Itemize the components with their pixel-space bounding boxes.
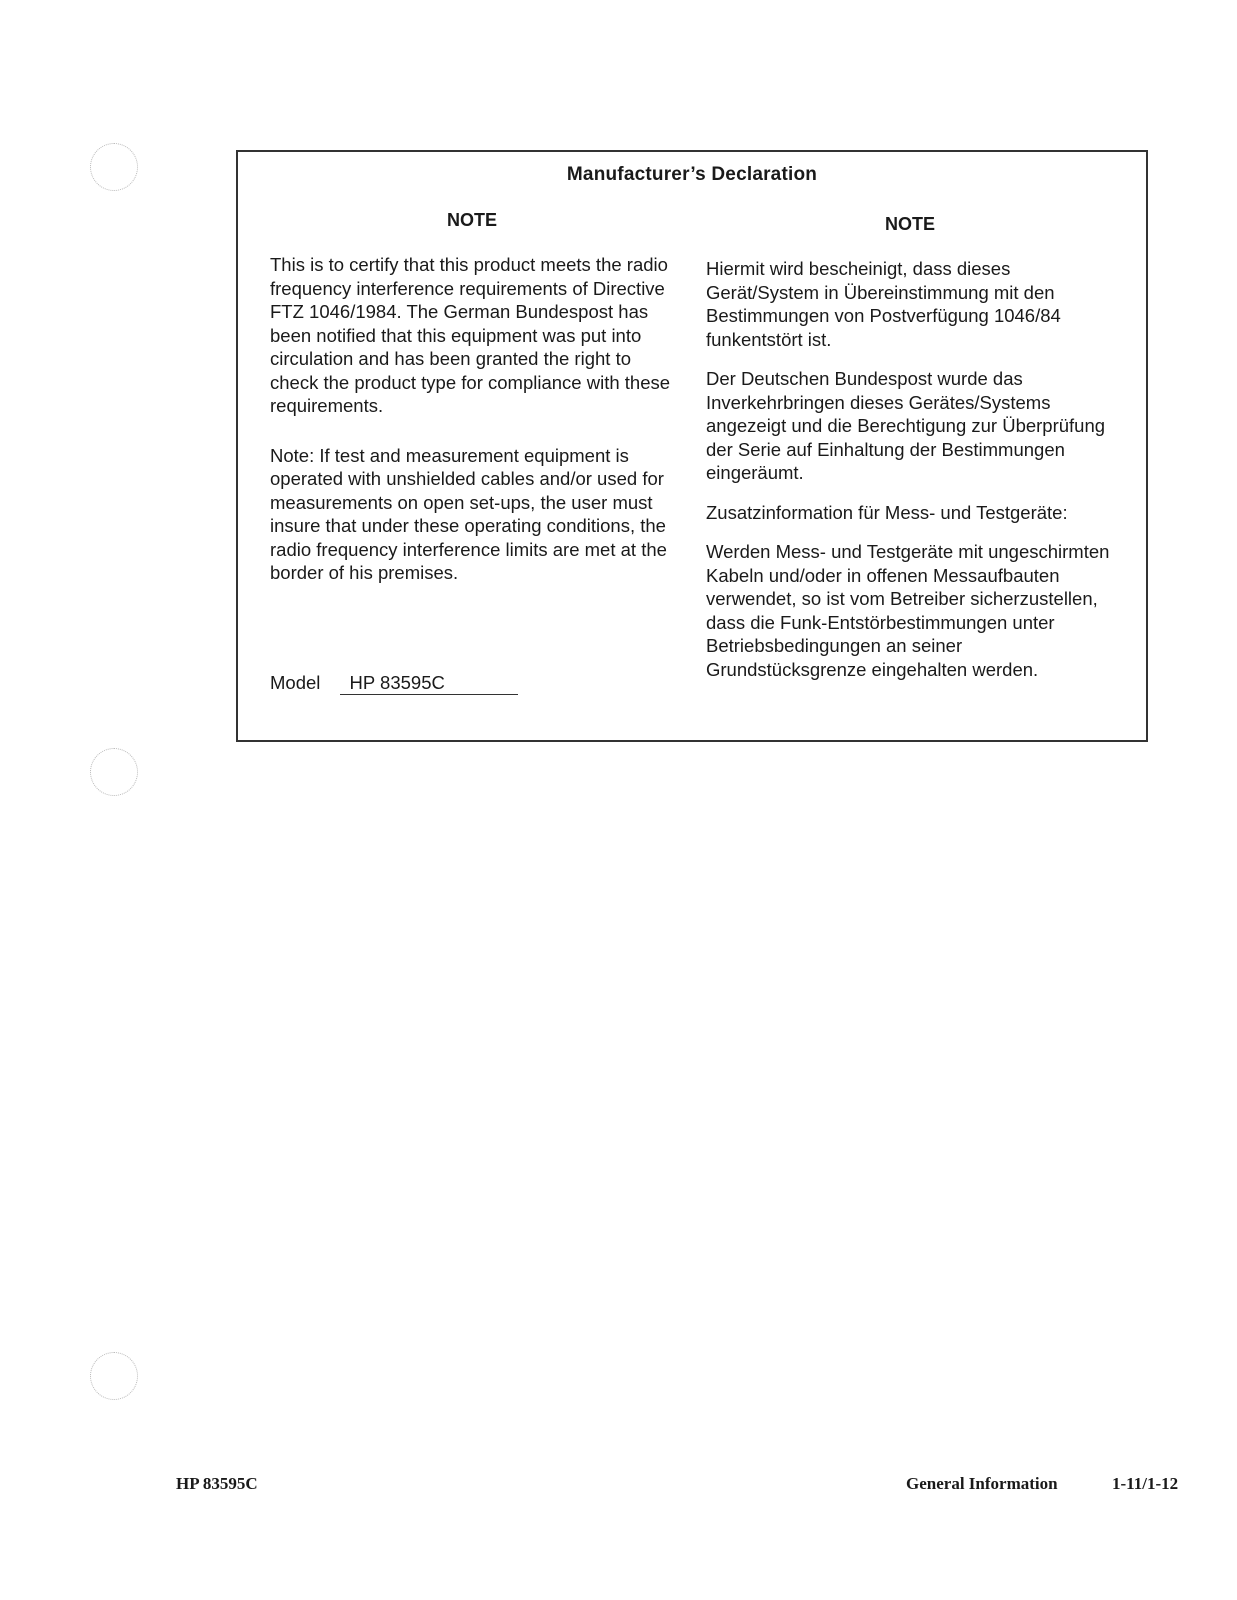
german-note-heading: NOTE	[884, 214, 935, 234]
manufacturers-declaration-box	[236, 150, 1148, 742]
german-paragraph: Werden Mess- und Testgeräte mit ungeschirmten Kabeln und/oder in offenen Messaufbauten verwendet, so ist vom Betreiber sicherzustellen, dass die Funk-Entstörbestimmungen unter Betriebsbedingungen an seiner Grundstücksgrenze eingehalten werden.	[706, 541, 1110, 680]
english-note-column	[270, 210, 674, 605]
footer-section-title: General Information	[906, 1474, 1058, 1493]
model-label: Model	[270, 672, 321, 693]
footer-model: HP 83595C	[176, 1474, 258, 1493]
model-line	[270, 672, 518, 695]
model-value: HP 83595C	[340, 672, 518, 695]
german-paragraph: Hiermit wird bescheinigt, dass dieses Gerät/System in Übereinstimmung mit den Bestimmungen von Postverfügung 1046/84 funkentstört ist.	[706, 258, 1061, 350]
declaration-title: Manufacturer’s Declaration	[566, 164, 818, 185]
english-paragraph: Note: If test and measurement equipment is operated with unshielded cables and/or used for measurements on open set-ups, the user must insure that under these operating conditions, the radio frequency interference limits are met at the border of his premises.	[270, 444, 667, 583]
footer-page-number: 1-11/1-12	[1112, 1474, 1179, 1493]
english-paragraph: This is to certify that this product meets the radio frequency interference requirements of Directive FTZ 1046/1984. The German Bundespost has been notified that this equipment was put into circulation and has been granted the right to check the product type for compliance with these requirements.	[270, 254, 671, 416]
german-paragraph: Zusatzinformation für Mess- und Testgeräte:	[706, 501, 1068, 523]
punch-hole-top	[90, 143, 138, 191]
punch-hole-middle	[90, 748, 138, 796]
german-note-column	[706, 214, 1114, 697]
english-note-heading: NOTE	[446, 210, 497, 230]
punch-hole-bottom	[90, 1352, 138, 1400]
german-paragraph: Der Deutschen Bundespost wurde das Inverkehrbringen dieses Gerätes/Systems angezeigt und die Berechtigung zur Überprüfung der Serie auf Einhaltung der Bestimmungen eingeräumt.	[706, 368, 1106, 483]
